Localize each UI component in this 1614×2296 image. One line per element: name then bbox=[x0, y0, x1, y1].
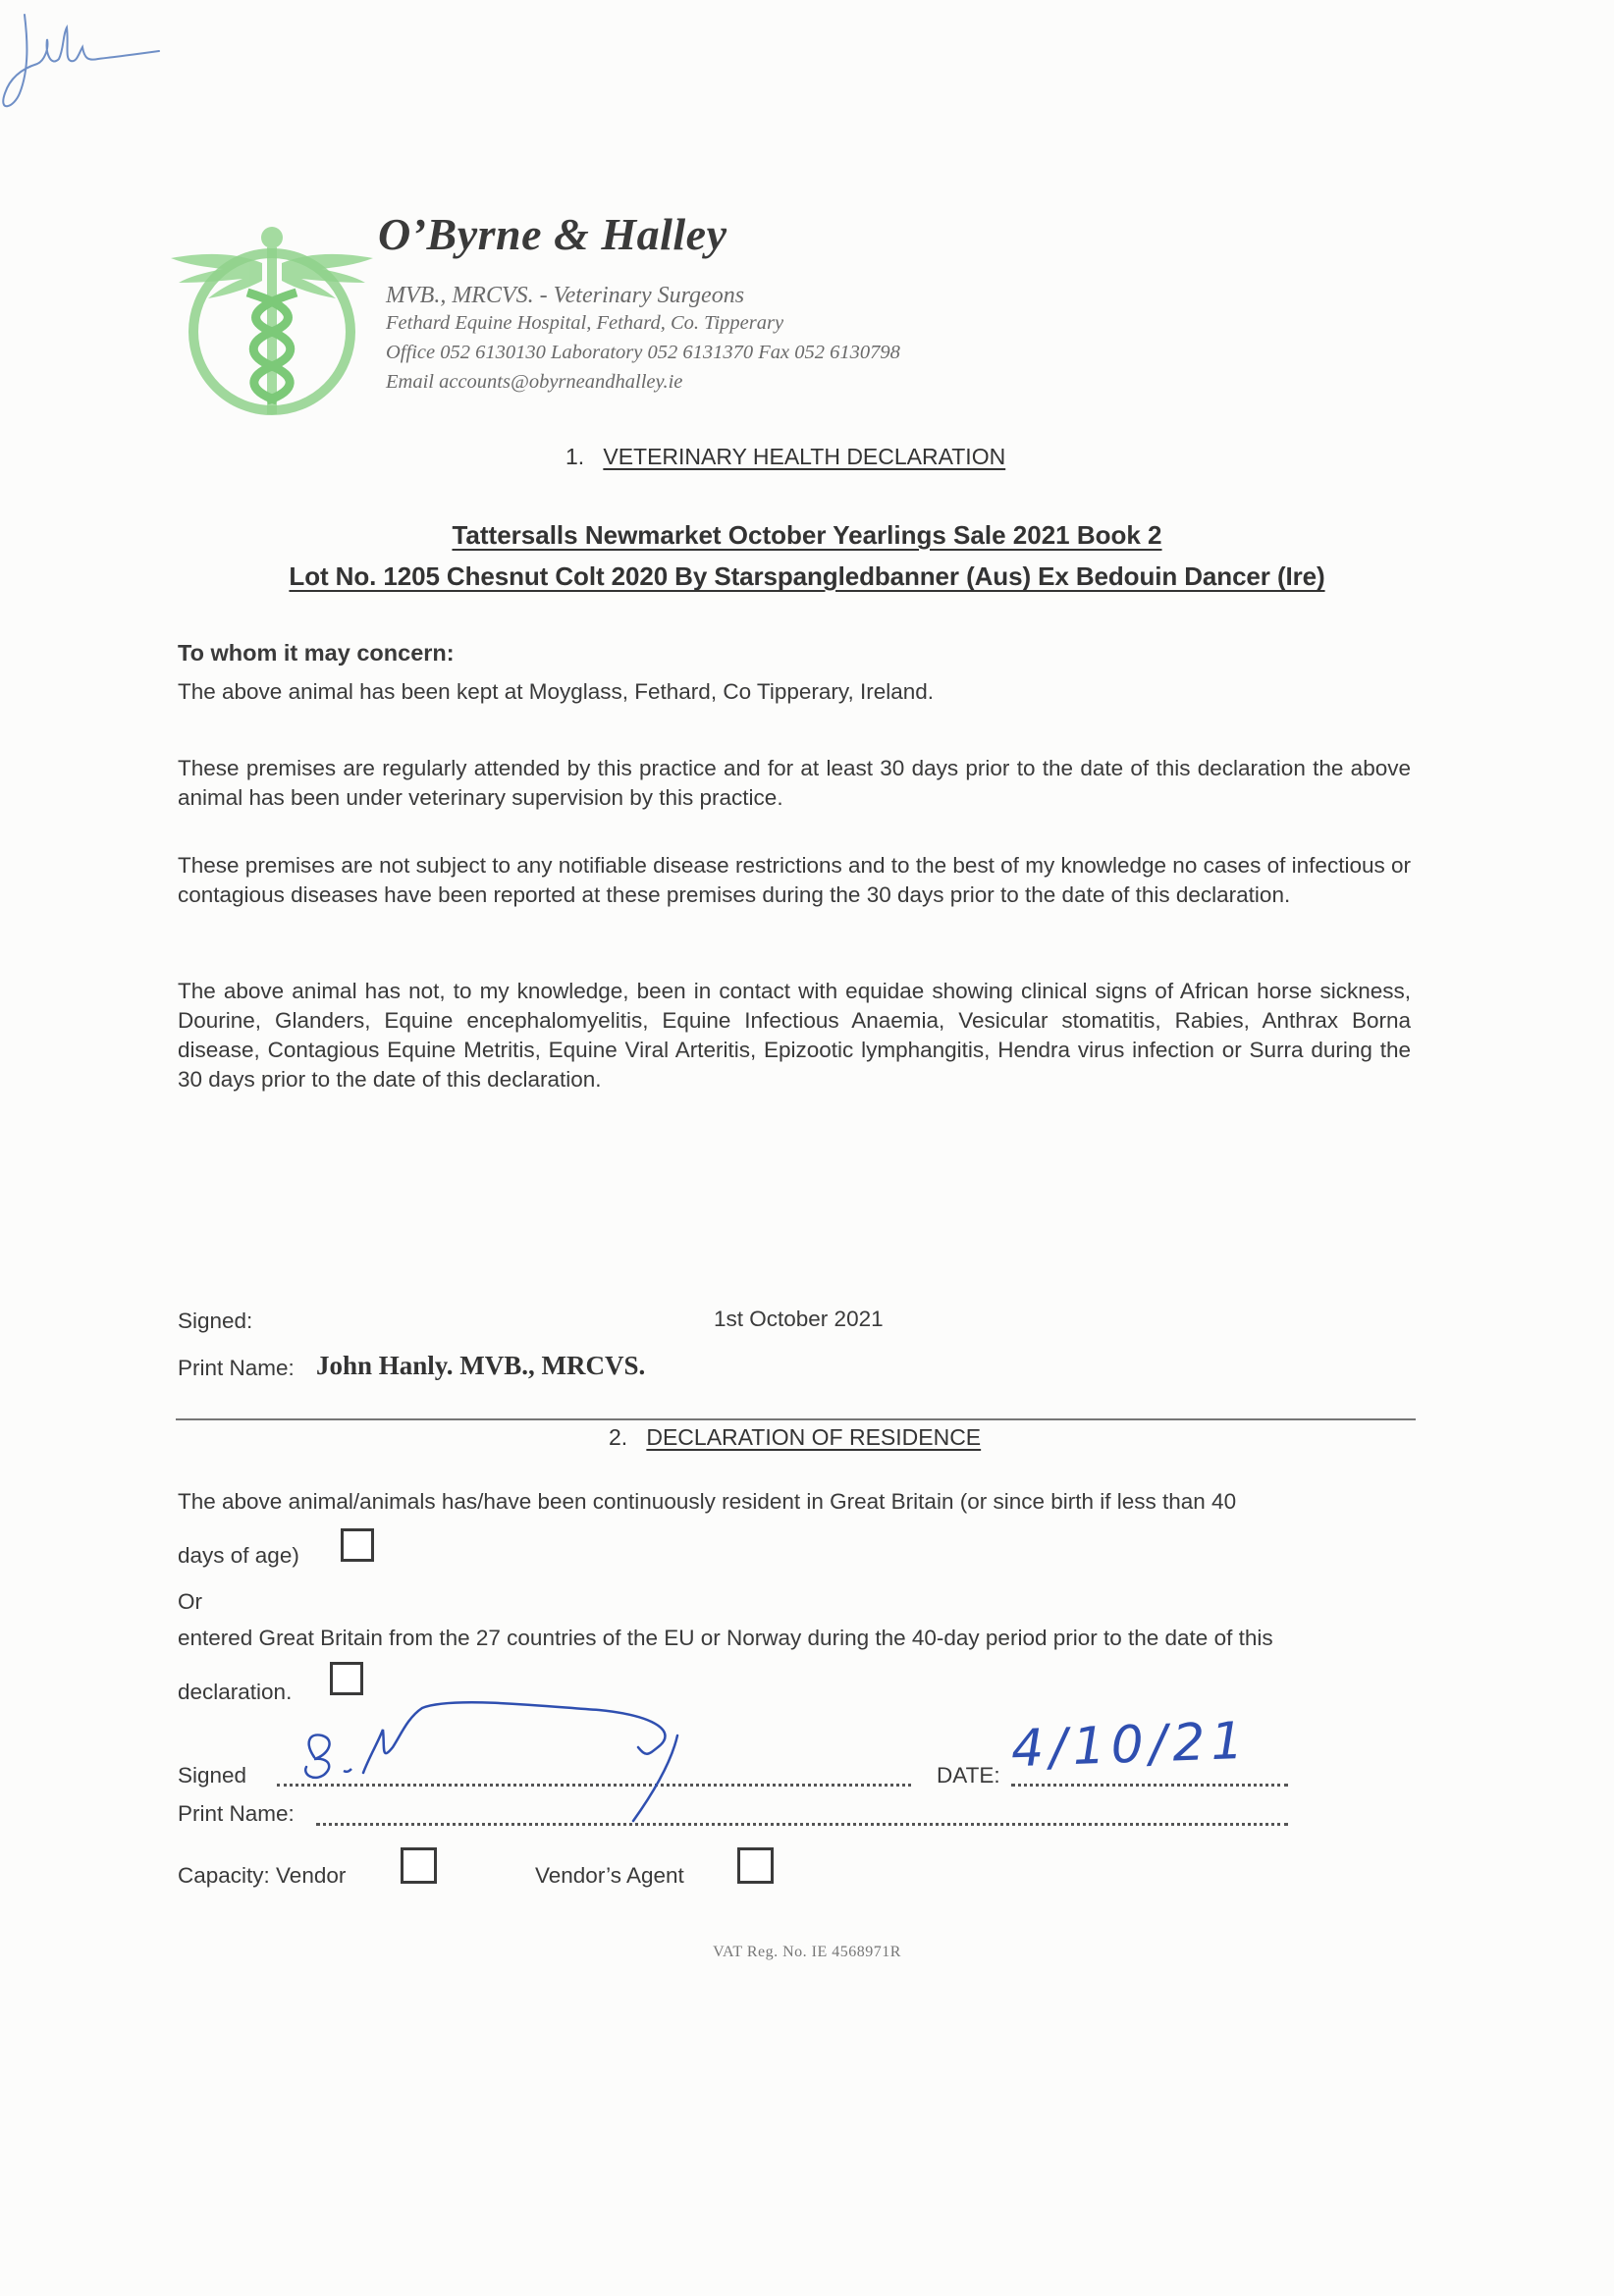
vendors-agent-checkbox[interactable] bbox=[737, 1847, 774, 1884]
section1-title: VETERINARY HEALTH DECLARATION bbox=[603, 444, 1006, 469]
print-name-label: Print Name: bbox=[178, 1356, 295, 1380]
vat-number: VAT Reg. No. IE 4568971R bbox=[713, 1944, 901, 1960]
practice-qualifications: MVB., MRCVS. - Veterinary Surgeons bbox=[386, 283, 745, 308]
date-label: DATE: bbox=[937, 1763, 1000, 1788]
resident-text: The above animal/animals has/have been continuously resident in Great Britain (or since birth if less than 40 bbox=[178, 1489, 1237, 1514]
paragraph-contact: The above animal has not, to my knowledge, been in contact with equidae showing clinical signs of African horse sickness, Dourine, Glanders, Equine encephalomyelitis, Equine Infectious Anaemia, Vesicular stomatitis, Rabies, Anthrax Borna disease, Contagious Equine Metritis, Equine Viral Arteritis, Epizootic lymphangitis, Hendra virus infection or Surra during the 30 days prior to the date of this declaration. bbox=[178, 979, 1411, 1092]
salutation: To whom it may concern: bbox=[178, 640, 455, 666]
vendor-checkbox[interactable] bbox=[401, 1847, 437, 1884]
vet-print-name: John Hanly. MVB., MRCVS. bbox=[316, 1351, 646, 1380]
section2-signed-label: Signed bbox=[178, 1763, 247, 1788]
caduceus-icon bbox=[169, 224, 375, 420]
section1-signed-label: Signed: bbox=[178, 1308, 253, 1333]
paragraph-restrictions: These premises are not subject to any notifiable disease restrictions and to the best of my knowledge no cases of infectious or contagious diseases have been reported at these premises during the 30 days prior to the date of this declaration. bbox=[178, 853, 1411, 907]
section1-date: 1st October 2021 bbox=[714, 1307, 884, 1331]
section2-heading bbox=[609, 1424, 981, 1451]
section2-number: 2. bbox=[609, 1424, 628, 1450]
practice-name: O’Byrne & Halley bbox=[378, 209, 727, 259]
vet-signature bbox=[0, 0, 167, 147]
print-name-line[interactable] bbox=[316, 1823, 1288, 1826]
section1-heading bbox=[565, 444, 1005, 470]
vendor-signature bbox=[285, 1688, 697, 1826]
lot-title: Lot No. 1205 Chesnut Colt 2020 By Starspangledbanner (Aus) Ex Bedouin Dancer (Ire) bbox=[289, 561, 1325, 591]
resident-checkbox[interactable] bbox=[341, 1528, 374, 1562]
date-line[interactable] bbox=[1011, 1784, 1288, 1787]
section2-print-name-label: Print Name: bbox=[178, 1801, 295, 1826]
vendors-agent-label: Vendor’s Agent bbox=[535, 1863, 684, 1888]
paragraph-kept: The above animal has been kept at Moyglass, Fethard, Co Tipperary, Ireland. bbox=[178, 679, 934, 704]
practice-email: Email accounts@obyrneandhalley.ie bbox=[386, 371, 683, 393]
paragraph-supervision: These premises are regularly attended by this practice and for at least 30 days prior to the date of this declaration the above animal has been under veterinary supervision by this practice. bbox=[178, 756, 1411, 810]
section1-number: 1. bbox=[565, 444, 585, 469]
resident-text-cont: days of age) bbox=[178, 1543, 299, 1568]
handwritten-date: 4/10/21 bbox=[1010, 1711, 1251, 1780]
practice-phones: Office 052 6130130 Laboratory 052 6131370 Fax 052 6130798 bbox=[386, 342, 900, 363]
entered-text: entered Great Britain from the 27 countries of the EU or Norway during the 40-day period prior to the date of this bbox=[178, 1626, 1273, 1650]
section2-title: DECLARATION OF RESIDENCE bbox=[646, 1424, 982, 1450]
capacity-vendor-label: Capacity: Vendor bbox=[178, 1863, 347, 1888]
sale-title: Tattersalls Newmarket October Yearlings Sale 2021 Book 2 bbox=[452, 520, 1162, 550]
practice-address: Fethard Equine Hospital, Fethard, Co. Tipperary bbox=[386, 312, 784, 334]
section-divider bbox=[176, 1418, 1416, 1420]
or-label: Or bbox=[178, 1589, 202, 1614]
entered-text-cont: declaration. bbox=[178, 1680, 293, 1704]
